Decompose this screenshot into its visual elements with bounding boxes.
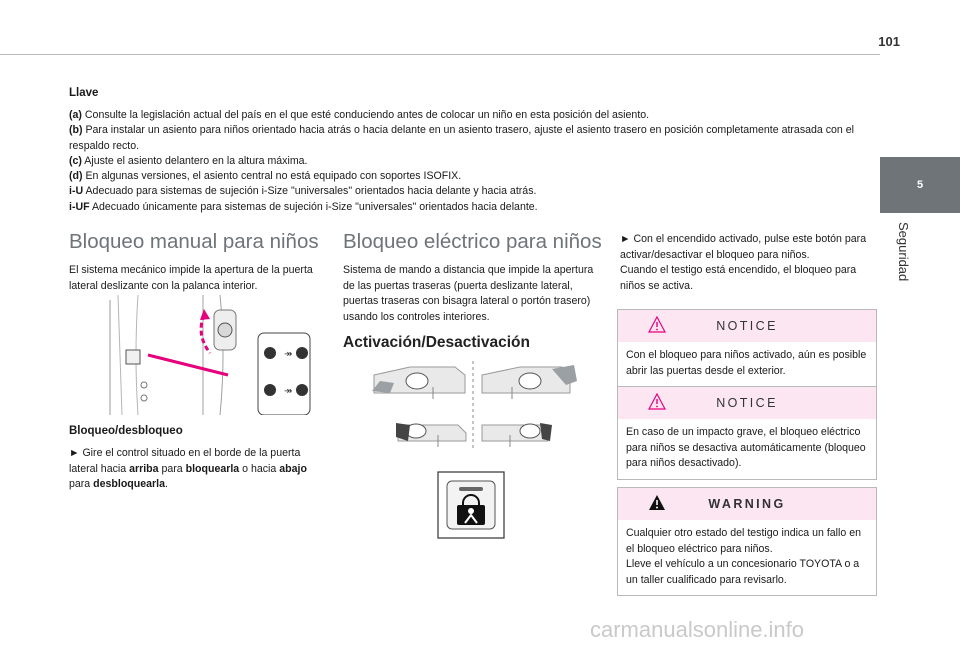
notice-label: NOTICE: [716, 396, 778, 410]
warning-triangle-icon: [648, 494, 666, 512]
key-item: (d) En algunas versiones, el asiento central no está equipado con soportes ISOFIX.: [69, 170, 462, 183]
key-item: (b) Para instalar un asiento para niños orientado hacia atrás o hacia delante en un asiento trasero, ajuste el asiento trasero en posición completamente atrasada con el respaldo recto.: [69, 124, 855, 152]
electric-lock-intro: Sistema de mando a distancia que impide la apertura de las puertas traseras (puerta deslizante lateral, puertas traseras con bisagra lateral o portón trasero) usando los controles interiores.: [343, 264, 594, 323]
manual-lock-intro: El sistema mecánico impide la apertura de la puerta lateral deslizante con la palanca interior.: [69, 264, 313, 292]
page-number: 101: [878, 34, 900, 49]
key-list: [69, 108, 879, 215]
lock-unlock-subheading: Bloqueo/desbloqueo: [69, 425, 183, 437]
warning-triangle-icon: [648, 393, 666, 411]
key-item: i-U Adecuado para sistemas de sujeción i-Size "universales" orientados hacia delante y hacia atrás.: [69, 185, 537, 198]
watermark: carmanualsonline.info: [590, 617, 805, 642]
warning-triangle-icon: [648, 316, 666, 334]
warning-text: Cualquier otro estado del testigo indica un fallo en el bloqueo eléctrico para niños.: [626, 527, 861, 555]
notice-box: [617, 386, 877, 480]
warning-label: WARNING: [708, 497, 786, 511]
chapter-title: Seguridad: [896, 222, 911, 282]
chapter-tab[interactable]: [880, 157, 960, 213]
svg-text:↠: ↠: [284, 386, 293, 397]
manual-lock-heading: Bloqueo manual para niños: [69, 230, 319, 253]
notice-box: [617, 309, 877, 387]
warning-box: [617, 487, 877, 596]
warning-text: Lleve el vehículo a un concesionario TOYOTA o a un taller cualificado para revisarlo.: [626, 558, 860, 586]
notice-text: En caso de un impacto grave, el bloqueo eléctrico para niños se desactiva automáticamente (bloqueo para niños desactivado).: [626, 426, 866, 469]
electric-lock-heading: Bloqueo eléctrico para niños: [343, 230, 602, 253]
svg-text:↠: ↠: [284, 349, 293, 360]
activation-subheading: Activación/Desactivación: [343, 334, 530, 351]
key-title: Llave: [69, 87, 99, 99]
notice-label: NOTICE: [716, 319, 778, 333]
key-item: i-UF Adecuado únicamente para sistemas de sujeción i-Size "universales" orientados hacia delante.: [69, 200, 538, 213]
door-lock-illustration: [108, 295, 313, 415]
notice-text: Con el bloqueo para niños activado, aún es posible abrir las puertas desde el exterior.: [626, 349, 867, 377]
chapter-number: 5: [916, 179, 924, 191]
child-lock-button-illustration: [437, 471, 505, 539]
key-item: (a) Consulte la legislación actual del país en el que esté conduciendo antes de colocar un niño en esta posición del asiento.: [69, 109, 650, 121]
manual-lock-step: ► Gire el control situado en el borde de la puerta lateral hacia arriba para bloquearla o hacia abajo para desbloquearla.: [69, 447, 307, 490]
vehicle-door-diagrams: [370, 361, 580, 451]
electric-lock-step: ► Con el encendido activado, pulse este botón para activar/desactivar el bloqueo para niños. Cuando el testigo está encendido, el bloqueo para niños se activa.: [620, 233, 867, 292]
key-item: (c) Ajuste el asiento delantero en la altura máxima.: [69, 154, 308, 167]
top-rule: [0, 54, 880, 55]
